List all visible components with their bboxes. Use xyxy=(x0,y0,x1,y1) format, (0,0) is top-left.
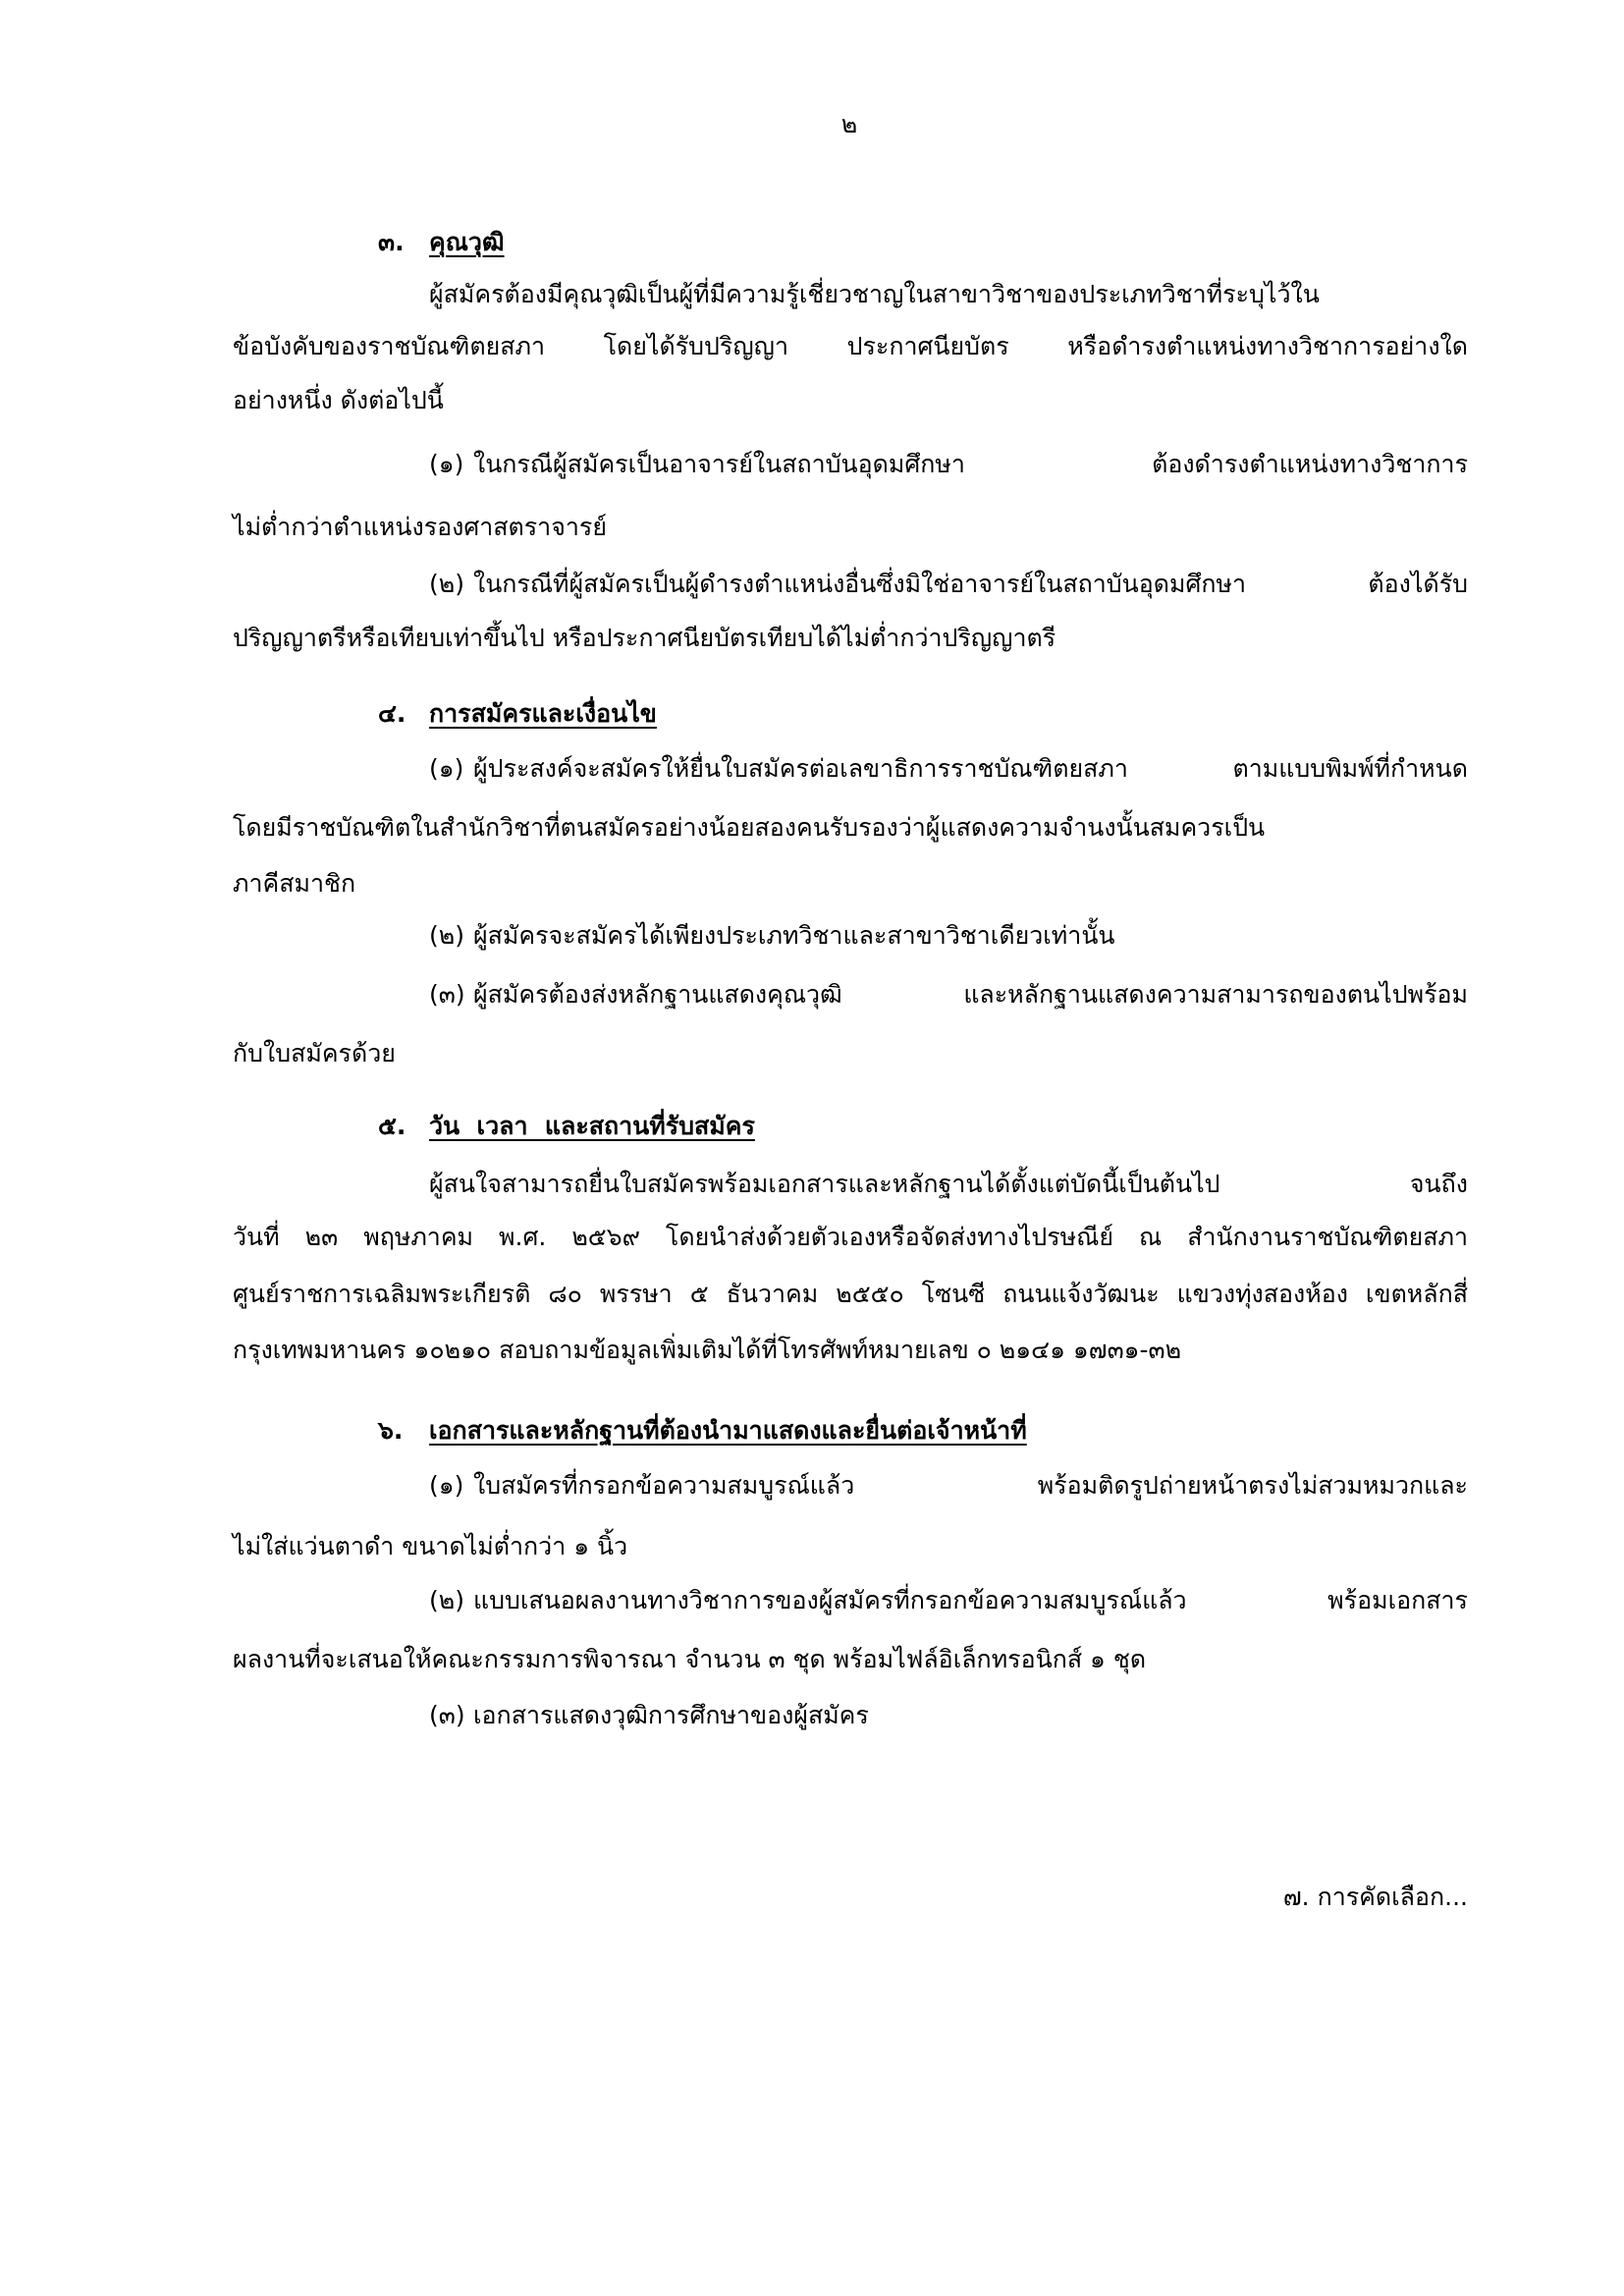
paragraph-line: อย่างหนึ่ง ดังต่อไปนี้ xyxy=(233,386,444,414)
item-number: (๑) xyxy=(429,754,464,783)
item-text: เอกสารแสดงวุฒิการศึกษาของผู้สมัคร xyxy=(473,1701,869,1729)
item-number: (๒) xyxy=(429,1586,464,1614)
list-item-line xyxy=(429,565,1468,604)
list-item-line xyxy=(429,1466,1468,1505)
list-item-line xyxy=(429,1696,869,1735)
section-heading-application-conditions xyxy=(378,694,657,734)
item-text: ใบสมัครที่กรอกข้อความสมบูรณ์แล้ว พร้อมติดรูปถ่ายหน้าตรงไม่สวมหมวกและ xyxy=(473,1471,1468,1500)
section-number: ๓. xyxy=(378,228,405,256)
list-item-line: ไม่ใส่แว่นตาดำ ขนาดไม่ต่ำกว่า ๑ นิ้ว xyxy=(233,1532,628,1560)
list-item-line: ไม่ต่ำกว่าตำแหน่งรองศาสตราจารย์ xyxy=(233,513,607,541)
section-heading-qualifications xyxy=(378,223,505,262)
list-item-line xyxy=(429,1581,1468,1620)
paragraph-line: ผู้สมัครต้องมีคุณวุฒิเป็นผู้ที่มีความรู้เชี่ยวชาญในสาขาวิชาของประเภทวิชาที่ระบุไว้ใน xyxy=(429,280,1320,308)
paragraph-line: ข้อบังคับของราชบัณฑิตยสภา โดยได้รับปริญญา ประกาศนียบัตร หรือดำรงตำแหน่งทางวิชาการอย่างใด xyxy=(233,332,1468,360)
item-text: ผู้สมัครต้องส่งหลักฐานแสดงคุณวุฒิ และหลักฐานแสดงความสามารถของตนไปพร้อม xyxy=(473,980,1468,1009)
item-text: ผู้สมัครจะสมัครได้เพียงประเภทวิชาและสาขาวิชาเดียวเท่านั้น xyxy=(473,921,1115,950)
paragraph-line: วันที่ ๒๓ พฤษภาคม พ.ศ. ๒๕๖๙ โดยนำส่งด้วยตัวเองหรือจัดส่งทางไปรษณีย์ ณ สำนักงานราชบัณฑิตยสภา xyxy=(233,1223,1468,1251)
section-number: ๕. xyxy=(378,1112,406,1140)
item-text: ในกรณีที่ผู้สมัครเป็นผู้ดำรงตำแหน่งอื่นซึ่งมิใช่อาจารย์ในสถาบันอุดมศึกษา ต้องได้รับ xyxy=(473,570,1468,598)
section-title: การสมัครและเงื่อนไข xyxy=(429,699,657,728)
section-title: เอกสารและหลักฐานที่ต้องนำมาแสดงและยื่นต่อเจ้าหน้าที่ xyxy=(429,1416,1027,1445)
item-text: ในกรณีผู้สมัครเป็นอาจารย์ในสถาบันอุดมศึกษา ต้องดำรงตำแหน่งทางวิชาการ xyxy=(473,450,1468,478)
item-text: ผู้ประสงค์จะสมัครให้ยื่นใบสมัครต่อเลขาธิการราชบัณฑิตยสภา ตามแบบพิมพ์ที่กำหนด xyxy=(473,754,1468,783)
item-number: (๓) xyxy=(429,1701,465,1729)
section-title: วัน เวลา และสถานที่รับสมัคร xyxy=(429,1112,755,1140)
list-item-line xyxy=(429,916,1115,956)
list-item-line: โดยมีราชบัณฑิตในสำนักวิชาที่ตนสมัครอย่างน้อยสองคนรับรองว่าผู้แสดงความจำนงนั้นสมควรเป็น xyxy=(233,813,1266,842)
list-item-line: ปริญญาตรีหรือเทียบเท่าขึ้นไป หรือประกาศนียบัตรเทียบได้ไม่ต่ำกว่าปริญญาตรี xyxy=(233,624,1056,652)
paragraph-line: ศูนย์ราชการเฉลิมพระเกียรติ ๘๐ พรรษา ๕ ธันวาคม ๒๕๕๐ โซนซี ถนนแจ้งวัฒนะ แขวงทุ่งสองห้อง เขตหลักสี่ xyxy=(233,1280,1468,1308)
item-number: (๑) xyxy=(429,450,464,478)
list-item-line xyxy=(429,445,1468,484)
page-number: ๒ xyxy=(840,110,858,138)
list-item-line: กับใบสมัครด้วย xyxy=(233,1039,396,1067)
section-heading-date-time-place xyxy=(378,1107,755,1146)
section-heading-required-documents xyxy=(378,1411,1027,1450)
list-item-line xyxy=(429,975,1468,1014)
section-title: คุณวุฒิ xyxy=(429,228,505,256)
paragraph-line: กรุงเทพมหานคร ๑๐๒๑๐ สอบถามข้อมูลเพิ่มเติมได้ที่โทรศัพท์หมายเลข ๐ ๒๑๔๑ ๑๗๓๑-๓๒ xyxy=(233,1336,1182,1364)
paragraph-line: ผู้สนใจสามารถยื่นใบสมัครพร้อมเอกสารและหลักฐานได้ตั้งแต่บัดนี้เป็นต้นไป จนถึง xyxy=(429,1170,1468,1198)
list-item-line: ภาคีสมาชิก xyxy=(233,869,356,898)
item-number: (๑) xyxy=(429,1471,464,1500)
list-item-line xyxy=(429,749,1468,789)
continuation-note: ๗. การคัดเลือก... xyxy=(1282,1883,1468,1911)
item-number: (๓) xyxy=(429,980,465,1009)
item-text: แบบเสนอผลงานทางวิชาการของผู้สมัครที่กรอกข้อความสมบูรณ์แล้ว พร้อมเอกสาร xyxy=(473,1586,1468,1614)
section-number: ๔. xyxy=(378,699,406,728)
section-number: ๖. xyxy=(378,1416,404,1445)
item-number: (๒) xyxy=(429,570,464,598)
list-item-line: ผลงานที่จะเสนอให้คณะกรรมการพิจารณา จำนวน ๓ ชุด พร้อมไฟล์อิเล็กทรอนิกส์ ๑ ชุด xyxy=(233,1645,1147,1673)
item-number: (๒) xyxy=(429,921,464,950)
